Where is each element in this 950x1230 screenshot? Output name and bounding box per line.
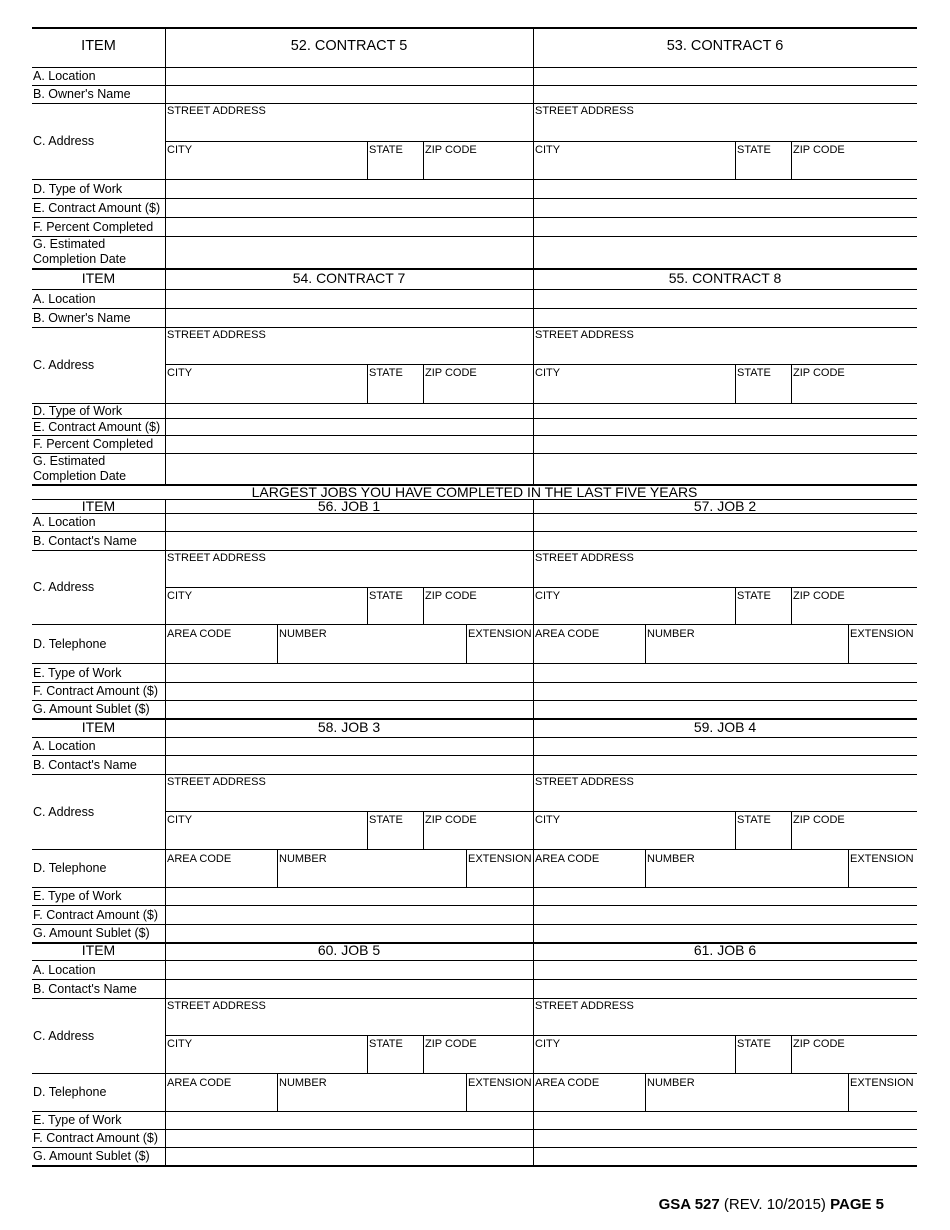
zip-code-label: ZIP CODE xyxy=(425,1038,477,1050)
contract-7-8-right-state-input[interactable] xyxy=(736,379,790,402)
contract-5-6-left-state-input[interactable] xyxy=(368,156,422,178)
job-1-2-amount-sublet-left-input[interactable] xyxy=(166,701,532,717)
divider-line xyxy=(735,1035,736,1073)
address-label: C. Address xyxy=(33,134,95,148)
number-label: NUMBER xyxy=(279,853,327,865)
zip-code-label: ZIP CODE xyxy=(425,590,477,602)
state-label: STATE xyxy=(737,814,771,826)
contacts-name-label: B. Contact's Name xyxy=(33,982,137,996)
divider-line xyxy=(466,849,467,887)
street-address-label: STREET ADDRESS xyxy=(535,105,634,117)
job-3-4-right-zip-input[interactable] xyxy=(792,826,900,848)
divider-line xyxy=(165,141,917,142)
contract-amount-label: E. Contract Amount ($) xyxy=(33,201,161,215)
divider-line xyxy=(735,587,736,624)
job-3-4-left-number-input[interactable] xyxy=(278,865,465,886)
job-5-6-contacts-name-left-input[interactable] xyxy=(166,980,532,997)
zip-code-label: ZIP CODE xyxy=(793,367,845,379)
state-label: STATE xyxy=(737,1038,771,1050)
job-5-6-location-left-input[interactable] xyxy=(166,961,532,978)
item-header: ITEM xyxy=(81,942,116,958)
street-address-label: STREET ADDRESS xyxy=(167,1000,266,1012)
zip-code-label: ZIP CODE xyxy=(793,590,845,602)
job-1-2-left-state-input[interactable] xyxy=(368,602,422,623)
divider-line xyxy=(645,624,646,663)
job-3-4-contacts-name-right-input[interactable] xyxy=(534,756,916,773)
job-5-6-left-city-input[interactable] xyxy=(166,1050,366,1072)
job-1-2-right-area-code-input[interactable] xyxy=(534,640,644,662)
divider-line xyxy=(367,364,368,403)
job-3-4-left-state-input[interactable] xyxy=(368,826,422,848)
contract-amount-label: F. Contract Amount ($) xyxy=(33,908,159,922)
job-3-4-contacts-name-left-input[interactable] xyxy=(166,756,532,773)
area-code-label: AREA CODE xyxy=(535,1077,600,1089)
contract-5-6-right-city-input[interactable] xyxy=(534,156,734,178)
divider-line xyxy=(32,624,917,625)
form-id: GSA 527 xyxy=(658,1196,720,1213)
contract-5-6-left-zip-input[interactable] xyxy=(424,156,532,178)
job-5-6-right-street-input[interactable] xyxy=(534,1012,900,1034)
item-header: ITEM xyxy=(81,38,116,54)
job-3-4-left-street-input[interactable] xyxy=(166,788,532,810)
street-address-label: STREET ADDRESS xyxy=(535,776,634,788)
amount-sublet-label: G. Amount Sublet ($) xyxy=(33,1149,150,1163)
job-3-4-left-zip-input[interactable] xyxy=(424,826,532,848)
job-1-2-left-zip-input[interactable] xyxy=(424,602,532,623)
percent-completed-label: F. Percent Completed xyxy=(33,437,154,451)
divider-line xyxy=(367,141,368,179)
contract-amount-label: E. Contract Amount ($) xyxy=(33,420,161,434)
job-5-6-left-zip-input[interactable] xyxy=(424,1050,532,1072)
street-address-label: STREET ADDRESS xyxy=(167,776,266,788)
gsa-527-page-5-form xyxy=(32,0,917,1230)
extension-label: EXTENSION xyxy=(468,853,532,865)
telephone-label: D. Telephone xyxy=(33,1085,107,1099)
item-header: ITEM xyxy=(81,719,116,735)
contract-header: 52. CONTRACT 5 xyxy=(290,38,408,54)
contract-7-8-percent-completed-left-input[interactable] xyxy=(166,436,532,452)
contract-amount-label: F. Contract Amount ($) xyxy=(33,684,159,698)
contract-7-8-owners-name-right-input[interactable] xyxy=(534,309,916,326)
contract-5-6-contract-amount-left-input[interactable] xyxy=(166,199,532,216)
city-label: CITY xyxy=(535,590,561,602)
divider-line xyxy=(848,624,849,663)
zip-code-label: ZIP CODE xyxy=(425,814,477,826)
extension-label: EXTENSION xyxy=(850,853,914,865)
street-address-label: STREET ADDRESS xyxy=(167,329,266,341)
job-1-2-right-street-input[interactable] xyxy=(534,564,900,586)
contract-5-6-right-street-input[interactable] xyxy=(534,117,900,140)
divider-line xyxy=(466,1073,467,1111)
divider-line xyxy=(367,587,368,624)
job-5-6-right-zip-input[interactable] xyxy=(792,1050,900,1072)
contract-7-8-location-right-input[interactable] xyxy=(534,290,916,307)
contract-7-8-contract-amount-right-input[interactable] xyxy=(534,419,916,434)
city-label: CITY xyxy=(535,814,561,826)
estimated-completion-date-label: Completion Date xyxy=(33,469,127,483)
divider-line xyxy=(367,1035,368,1073)
divider-line xyxy=(423,141,424,179)
state-label: STATE xyxy=(369,367,403,379)
contract-5-6-left-street-input[interactable] xyxy=(166,117,532,140)
number-label: NUMBER xyxy=(647,853,695,865)
job-1-2-contract-amount-left-input[interactable] xyxy=(166,683,532,699)
type-of-work-label: D. Type of Work xyxy=(33,182,123,196)
estimated-completion-date-label: Completion Date xyxy=(33,252,127,266)
job-header: 56. JOB 1 xyxy=(317,498,381,514)
job-3-4-amount-sublet-left-input[interactable] xyxy=(166,925,532,941)
job-header: 59. JOB 4 xyxy=(693,719,757,735)
job-5-6-right-area-code-input[interactable] xyxy=(534,1089,644,1110)
contract-5-6-owners-name-left-input[interactable] xyxy=(166,86,532,102)
job-5-6-contract-amount-left-input[interactable] xyxy=(166,1130,532,1146)
contract-7-8-type-of-work-left-input[interactable] xyxy=(166,404,532,417)
divider-line xyxy=(32,774,917,775)
street-address-label: STREET ADDRESS xyxy=(167,552,266,564)
job-3-4-right-extension-input[interactable] xyxy=(849,865,900,886)
address-label: C. Address xyxy=(33,805,95,819)
job-5-6-type-of-work-left-input[interactable] xyxy=(166,1112,532,1128)
zip-code-label: ZIP CODE xyxy=(425,144,477,156)
divider-line xyxy=(32,998,917,999)
divider-line xyxy=(367,811,368,849)
owners-name-label: B. Owner's Name xyxy=(33,87,131,101)
job-5-6-type-of-work-right-input[interactable] xyxy=(534,1112,916,1128)
divider-line xyxy=(791,364,792,403)
contract-5-6-type-of-work-right-input[interactable] xyxy=(534,180,916,197)
divider-line xyxy=(165,1035,917,1036)
city-label: CITY xyxy=(167,590,193,602)
job-1-2-right-city-input[interactable] xyxy=(534,602,734,623)
area-code-label: AREA CODE xyxy=(167,628,232,640)
contract-7-8-right-zip-input[interactable] xyxy=(792,379,900,402)
contract-5-6-right-state-input[interactable] xyxy=(736,156,790,178)
state-label: STATE xyxy=(369,814,403,826)
contract-5-6-left-city-input[interactable] xyxy=(166,156,366,178)
divider-line xyxy=(645,849,646,887)
divider-line xyxy=(791,587,792,624)
state-label: STATE xyxy=(369,1038,403,1050)
job-3-4-left-extension-input[interactable] xyxy=(467,865,532,886)
job-3-4-location-left-input[interactable] xyxy=(166,738,532,754)
divider-line xyxy=(32,1165,917,1167)
job-3-4-right-state-input[interactable] xyxy=(736,826,790,848)
contract-amount-label: F. Contract Amount ($) xyxy=(33,1131,159,1145)
address-label: C. Address xyxy=(33,358,95,372)
page-number: PAGE 5 xyxy=(830,1196,884,1213)
amount-sublet-label: G. Amount Sublet ($) xyxy=(33,702,150,716)
divider-line xyxy=(32,849,917,850)
divider-line xyxy=(423,811,424,849)
area-code-label: AREA CODE xyxy=(535,853,600,865)
job-5-6-contract-amount-right-input[interactable] xyxy=(534,1130,916,1146)
divider-line xyxy=(791,1035,792,1073)
state-label: STATE xyxy=(737,590,771,602)
divider-line xyxy=(423,1035,424,1073)
divider-line xyxy=(645,1073,646,1111)
percent-completed-label: F. Percent Completed xyxy=(33,220,154,234)
contacts-name-label: B. Contact's Name xyxy=(33,758,137,772)
contract-7-8-left-zip-input[interactable] xyxy=(424,379,532,402)
contract-7-8-estimated-completion-date-left-input[interactable] xyxy=(166,454,532,483)
divider-line xyxy=(32,1073,917,1074)
job-1-2-right-number-input[interactable] xyxy=(646,640,847,662)
address-label: C. Address xyxy=(33,1029,95,1043)
contract-7-8-right-city-input[interactable] xyxy=(534,379,734,402)
job-1-2-contacts-name-left-input[interactable] xyxy=(166,532,532,549)
divider-line xyxy=(32,103,917,104)
job-3-4-type-of-work-right-input[interactable] xyxy=(534,888,916,904)
number-label: NUMBER xyxy=(647,1077,695,1089)
area-code-label: AREA CODE xyxy=(535,628,600,640)
job-1-2-contract-amount-right-input[interactable] xyxy=(534,683,916,699)
extension-label: EXTENSION xyxy=(468,1077,532,1089)
job-3-4-left-area-code-input[interactable] xyxy=(166,865,276,886)
job-1-2-right-state-input[interactable] xyxy=(736,602,790,623)
zip-code-label: ZIP CODE xyxy=(793,814,845,826)
divider-line xyxy=(277,624,278,663)
divider-line xyxy=(165,587,917,588)
job-5-6-amount-sublet-right-input[interactable] xyxy=(534,1148,916,1164)
job-1-2-right-zip-input[interactable] xyxy=(792,602,900,623)
job-3-4-contract-amount-right-input[interactable] xyxy=(534,906,916,923)
job-1-2-right-extension-input[interactable] xyxy=(849,640,900,662)
divider-line xyxy=(165,364,917,365)
number-label: NUMBER xyxy=(279,1077,327,1089)
job-3-4-right-number-input[interactable] xyxy=(646,865,847,886)
location-label: A. Location xyxy=(33,292,96,306)
job-3-4-type-of-work-left-input[interactable] xyxy=(166,888,532,904)
divider-line xyxy=(735,141,736,179)
city-label: CITY xyxy=(167,814,193,826)
zip-code-label: ZIP CODE xyxy=(793,144,845,156)
street-address-label: STREET ADDRESS xyxy=(535,329,634,341)
divider-line xyxy=(423,587,424,624)
telephone-label: D. Telephone xyxy=(33,637,107,651)
state-label: STATE xyxy=(737,144,771,156)
divider-line xyxy=(791,811,792,849)
location-label: A. Location xyxy=(33,69,96,83)
divider-line xyxy=(423,364,424,403)
contract-5-6-right-zip-input[interactable] xyxy=(792,156,900,178)
divider-line xyxy=(32,327,917,328)
job-3-4-right-area-code-input[interactable] xyxy=(534,865,644,886)
job-header: 61. JOB 6 xyxy=(693,942,757,958)
area-code-label: AREA CODE xyxy=(167,853,232,865)
contract-7-8-left-state-input[interactable] xyxy=(368,379,422,402)
job-3-4-left-city-input[interactable] xyxy=(166,826,366,848)
location-label: A. Location xyxy=(33,739,96,753)
job-3-4-right-city-input[interactable] xyxy=(534,826,734,848)
divider-line xyxy=(735,364,736,403)
area-code-label: AREA CODE xyxy=(167,1077,232,1089)
job-1-2-type-of-work-right-input[interactable] xyxy=(534,664,916,681)
job-header: 57. JOB 2 xyxy=(693,498,757,514)
street-address-label: STREET ADDRESS xyxy=(167,105,266,117)
job-3-4-right-street-input[interactable] xyxy=(534,788,900,810)
owners-name-label: B. Owner's Name xyxy=(33,311,131,325)
contract-7-8-owners-name-left-input[interactable] xyxy=(166,309,532,326)
state-label: STATE xyxy=(737,367,771,379)
divider-line xyxy=(32,550,917,551)
location-label: A. Location xyxy=(33,963,96,977)
contract-7-8-location-left-input[interactable] xyxy=(166,290,532,307)
type-of-work-label: E. Type of Work xyxy=(33,666,122,680)
job-1-2-location-right-input[interactable] xyxy=(534,514,916,530)
contract-5-6-estimated-completion-date-right-input[interactable] xyxy=(534,237,916,267)
number-label: NUMBER xyxy=(647,628,695,640)
job-1-2-left-extension-input[interactable] xyxy=(467,640,532,662)
item-header: ITEM xyxy=(81,270,116,286)
form-footer xyxy=(659,1196,884,1213)
job-header: 58. JOB 3 xyxy=(317,719,381,735)
contract-header: 54. CONTRACT 7 xyxy=(292,270,406,286)
job-1-2-amount-sublet-right-input[interactable] xyxy=(534,701,916,717)
divider-line xyxy=(165,811,917,812)
street-address-label: STREET ADDRESS xyxy=(535,1000,634,1012)
job-1-2-left-number-input[interactable] xyxy=(278,640,465,662)
extension-label: EXTENSION xyxy=(850,628,914,640)
contract-5-6-percent-completed-left-input[interactable] xyxy=(166,218,532,235)
city-label: CITY xyxy=(167,367,193,379)
divider-line xyxy=(848,1073,849,1111)
contract-7-8-estimated-completion-date-right-input[interactable] xyxy=(534,454,916,483)
job-5-6-location-right-input[interactable] xyxy=(534,961,916,978)
city-label: CITY xyxy=(167,144,193,156)
job-5-6-left-number-input[interactable] xyxy=(278,1089,465,1110)
divider-line xyxy=(277,849,278,887)
job-3-4-location-right-input[interactable] xyxy=(534,738,916,754)
contract-5-6-percent-completed-right-input[interactable] xyxy=(534,218,916,235)
job-3-4-contract-amount-left-input[interactable] xyxy=(166,906,532,923)
contract-5-6-estimated-completion-date-left-input[interactable] xyxy=(166,237,532,267)
estimated-completion-date-label: G. Estimated xyxy=(33,237,106,251)
jobs-section-title: LARGEST JOBS YOU HAVE COMPLETED IN THE LAST FIVE YEARS xyxy=(251,484,698,500)
item-header: ITEM xyxy=(81,498,116,514)
job-5-6-right-extension-input[interactable] xyxy=(849,1089,900,1110)
contract-header: 55. CONTRACT 8 xyxy=(668,270,782,286)
contacts-name-label: B. Contact's Name xyxy=(33,534,137,548)
extension-label: EXTENSION xyxy=(468,628,532,640)
zip-code-label: ZIP CODE xyxy=(425,367,477,379)
job-5-6-contacts-name-right-input[interactable] xyxy=(534,980,916,997)
job-5-6-left-extension-input[interactable] xyxy=(467,1089,532,1110)
number-label: NUMBER xyxy=(279,628,327,640)
telephone-label: D. Telephone xyxy=(33,861,107,875)
city-label: CITY xyxy=(535,144,561,156)
city-label: CITY xyxy=(535,367,561,379)
type-of-work-label: E. Type of Work xyxy=(33,1113,122,1127)
job-5-6-right-city-input[interactable] xyxy=(534,1050,734,1072)
state-label: STATE xyxy=(369,590,403,602)
street-address-label: STREET ADDRESS xyxy=(535,552,634,564)
job-1-2-location-left-input[interactable] xyxy=(166,514,532,530)
location-label: A. Location xyxy=(33,515,96,529)
job-header: 60. JOB 5 xyxy=(317,942,381,958)
divider-line xyxy=(735,811,736,849)
form-revision: (REV. 10/2015) xyxy=(719,1196,831,1213)
contract-5-6-location-right-input[interactable] xyxy=(534,68,916,84)
job-1-2-contacts-name-right-input[interactable] xyxy=(534,532,916,549)
divider-line xyxy=(791,141,792,179)
contract-7-8-percent-completed-right-input[interactable] xyxy=(534,436,916,452)
contract-5-6-type-of-work-left-input[interactable] xyxy=(166,180,532,197)
job-5-6-right-state-input[interactable] xyxy=(736,1050,790,1072)
divider-line xyxy=(848,849,849,887)
job-5-6-left-street-input[interactable] xyxy=(166,1012,532,1034)
job-1-2-type-of-work-left-input[interactable] xyxy=(166,664,532,681)
contract-header: 53. CONTRACT 6 xyxy=(666,38,784,54)
estimated-completion-date-label: G. Estimated xyxy=(33,454,106,468)
job-5-6-amount-sublet-left-input[interactable] xyxy=(166,1148,532,1164)
contract-5-6-owners-name-right-input[interactable] xyxy=(534,86,916,102)
extension-label: EXTENSION xyxy=(850,1077,914,1089)
state-label: STATE xyxy=(369,144,403,156)
job-5-6-left-state-input[interactable] xyxy=(368,1050,422,1072)
address-label: C. Address xyxy=(33,580,95,594)
job-5-6-right-number-input[interactable] xyxy=(646,1089,847,1110)
contract-7-8-type-of-work-right-input[interactable] xyxy=(534,404,916,417)
job-1-2-left-street-input[interactable] xyxy=(166,564,532,586)
zip-code-label: ZIP CODE xyxy=(793,1038,845,1050)
divider-line xyxy=(466,624,467,663)
contract-5-6-contract-amount-right-input[interactable] xyxy=(534,199,916,216)
contract-7-8-left-city-input[interactable] xyxy=(166,379,366,402)
contract-7-8-left-street-input[interactable] xyxy=(166,341,532,363)
job-5-6-left-area-code-input[interactable] xyxy=(166,1089,276,1110)
city-label: CITY xyxy=(535,1038,561,1050)
type-of-work-label: D. Type of Work xyxy=(33,404,123,418)
job-3-4-amount-sublet-right-input[interactable] xyxy=(534,925,916,941)
contract-5-6-location-left-input[interactable] xyxy=(166,68,532,84)
contract-7-8-contract-amount-left-input[interactable] xyxy=(166,419,532,434)
amount-sublet-label: G. Amount Sublet ($) xyxy=(33,926,150,940)
contract-7-8-right-street-input[interactable] xyxy=(534,341,900,363)
city-label: CITY xyxy=(167,1038,193,1050)
divider-line xyxy=(277,1073,278,1111)
job-1-2-left-city-input[interactable] xyxy=(166,602,366,623)
job-1-2-left-area-code-input[interactable] xyxy=(166,640,276,662)
type-of-work-label: E. Type of Work xyxy=(33,889,122,903)
